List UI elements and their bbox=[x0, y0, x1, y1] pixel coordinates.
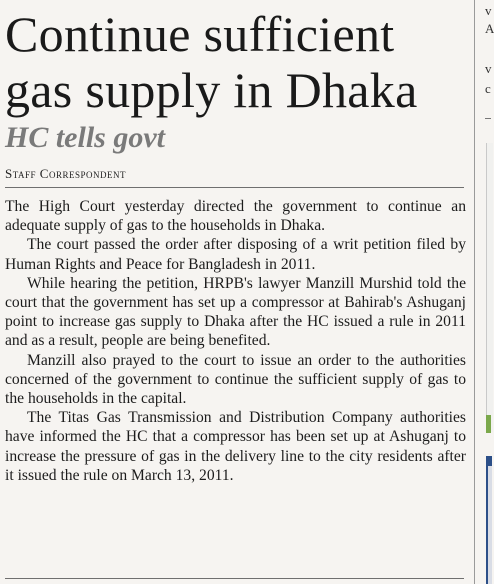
news-article bbox=[5, 6, 466, 485]
adjacent-photo-highlight bbox=[488, 466, 492, 584]
paragraph-4: Manzill also prayed to the court to issue an order to the authorities concerned of the government to continue the sufficient supply of gas to the households in the capital. bbox=[5, 351, 466, 408]
paragraph-3: While hearing the petition, HRPB's lawyer Manzill Murshid told the court that the government has set up a compressor at Bahirab's Ashuganj point to increase gas supply to Dhaka after the HC issued a rule in 2011 and as a result, people are being benefited. bbox=[5, 274, 466, 350]
subheadline: HC tells govt bbox=[5, 121, 165, 154]
bottom-divider bbox=[5, 578, 464, 579]
adjacent-column bbox=[481, 0, 494, 584]
headline bbox=[5, 6, 466, 118]
paragraph-5: The Titas Gas Transmission and Distribution Company authorities have informed the HC that a compressor has been set up at Ashuganj to increase the pressure of gas in the delivery line to the city residents after it issued the rule on March 13, 2011. bbox=[5, 409, 466, 484]
headline-line-2: gas supply in Dhaka bbox=[5, 62, 418, 118]
adjacent-fragment-2: A bbox=[485, 21, 494, 36]
adjacent-accent-bar bbox=[486, 415, 491, 433]
headline-line-1: Continue sufficient bbox=[5, 6, 395, 62]
article-body bbox=[5, 197, 466, 485]
adjacent-panel bbox=[486, 143, 493, 432]
paragraph-1: The High Court yesterday directed the government to continue an adequate supply of gas to the households in Dhaka. bbox=[5, 198, 466, 235]
adjacent-fragment-4: c bbox=[485, 81, 491, 96]
adjacent-fragment-1: v bbox=[485, 3, 492, 18]
column-divider bbox=[474, 0, 475, 584]
paragraph-2: The court passed the order after disposing of a writ petition filed by Human Rights and Peace for Bangladesh in 2011. bbox=[5, 236, 466, 273]
byline: Staff Correspondent bbox=[5, 166, 464, 188]
adjacent-rule bbox=[485, 118, 491, 119]
adjacent-fragment-3: v bbox=[485, 61, 492, 76]
